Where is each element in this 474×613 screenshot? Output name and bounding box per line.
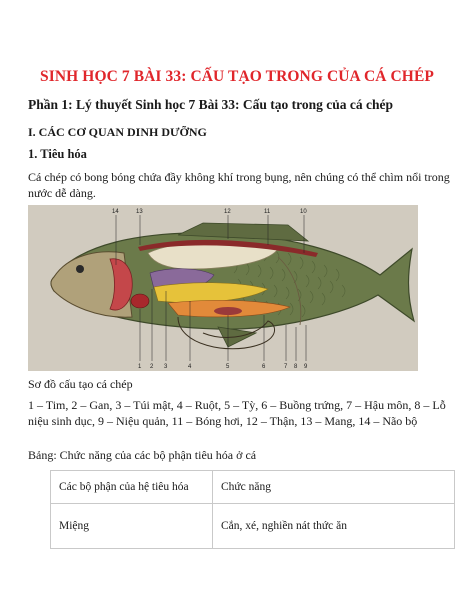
heart xyxy=(131,294,149,308)
label-1: 1 xyxy=(138,364,142,370)
label-5: 5 xyxy=(226,364,230,370)
label-7: 7 xyxy=(284,364,288,370)
label-10: 10 xyxy=(300,209,307,215)
document-title: SINH HỌC 7 BÀI 33: CẤU TẠO TRONG CỦA CÁ CHÉP xyxy=(40,68,434,85)
label-4: 4 xyxy=(188,364,192,370)
table-header-cell: Chức năng xyxy=(213,471,455,504)
table-cell: Miệng xyxy=(51,504,213,549)
label-6: 6 xyxy=(262,364,266,370)
label-12: 12 xyxy=(224,209,231,215)
label-9: 9 xyxy=(304,364,308,370)
label-11: 11 xyxy=(264,209,271,215)
section-heading: I. CÁC CƠ QUAN DINH DƯỠNG xyxy=(28,125,207,139)
label-14: 14 xyxy=(112,209,119,215)
label-13: 13 xyxy=(136,209,143,215)
label-8: 8 xyxy=(294,364,298,370)
intro-paragraph: Cá chép có bong bóng chứa đầy không khí trong bụng, nên chúng có thể chìm nổi trong nước dễ dàng. xyxy=(28,170,450,200)
part-heading: Phần 1: Lý thuyết Sinh học 7 Bài 33: Cấu tạo trong của cá chép xyxy=(28,97,394,112)
label-3: 3 xyxy=(164,364,168,370)
fish-anatomy-diagram xyxy=(28,205,418,371)
table-header-cell: Các bộ phận của hệ tiêu hóa xyxy=(51,471,213,504)
table-caption: Bảng: Chức năng của các bộ phận tiêu hóa ở cá xyxy=(28,448,257,462)
figure-legend: 1 – Tim, 2 – Gan, 3 – Túi mật, 4 – Ruột, 5 – Tỳ, 6 – Buồng trứng, 7 – Hậu môn, 8 – Lỗ niệu sinh dục, 9 – Niệu quản, 11 – Bóng hơi, 12 – Thận, 13 – Mang, 14 – Não bộ xyxy=(28,398,446,428)
fish-eye xyxy=(76,265,84,273)
table-cell: Cắn, xé, nghiền nát thức ăn xyxy=(213,504,455,549)
digestive-function-table xyxy=(50,470,455,549)
subsection-heading: 1. Tiêu hóa xyxy=(28,147,87,161)
table-header-row xyxy=(51,471,455,504)
figure-caption: Sơ đồ cấu tạo cá chép xyxy=(28,377,133,391)
spleen xyxy=(214,307,242,315)
table-row xyxy=(51,504,455,549)
label-2: 2 xyxy=(150,364,154,370)
